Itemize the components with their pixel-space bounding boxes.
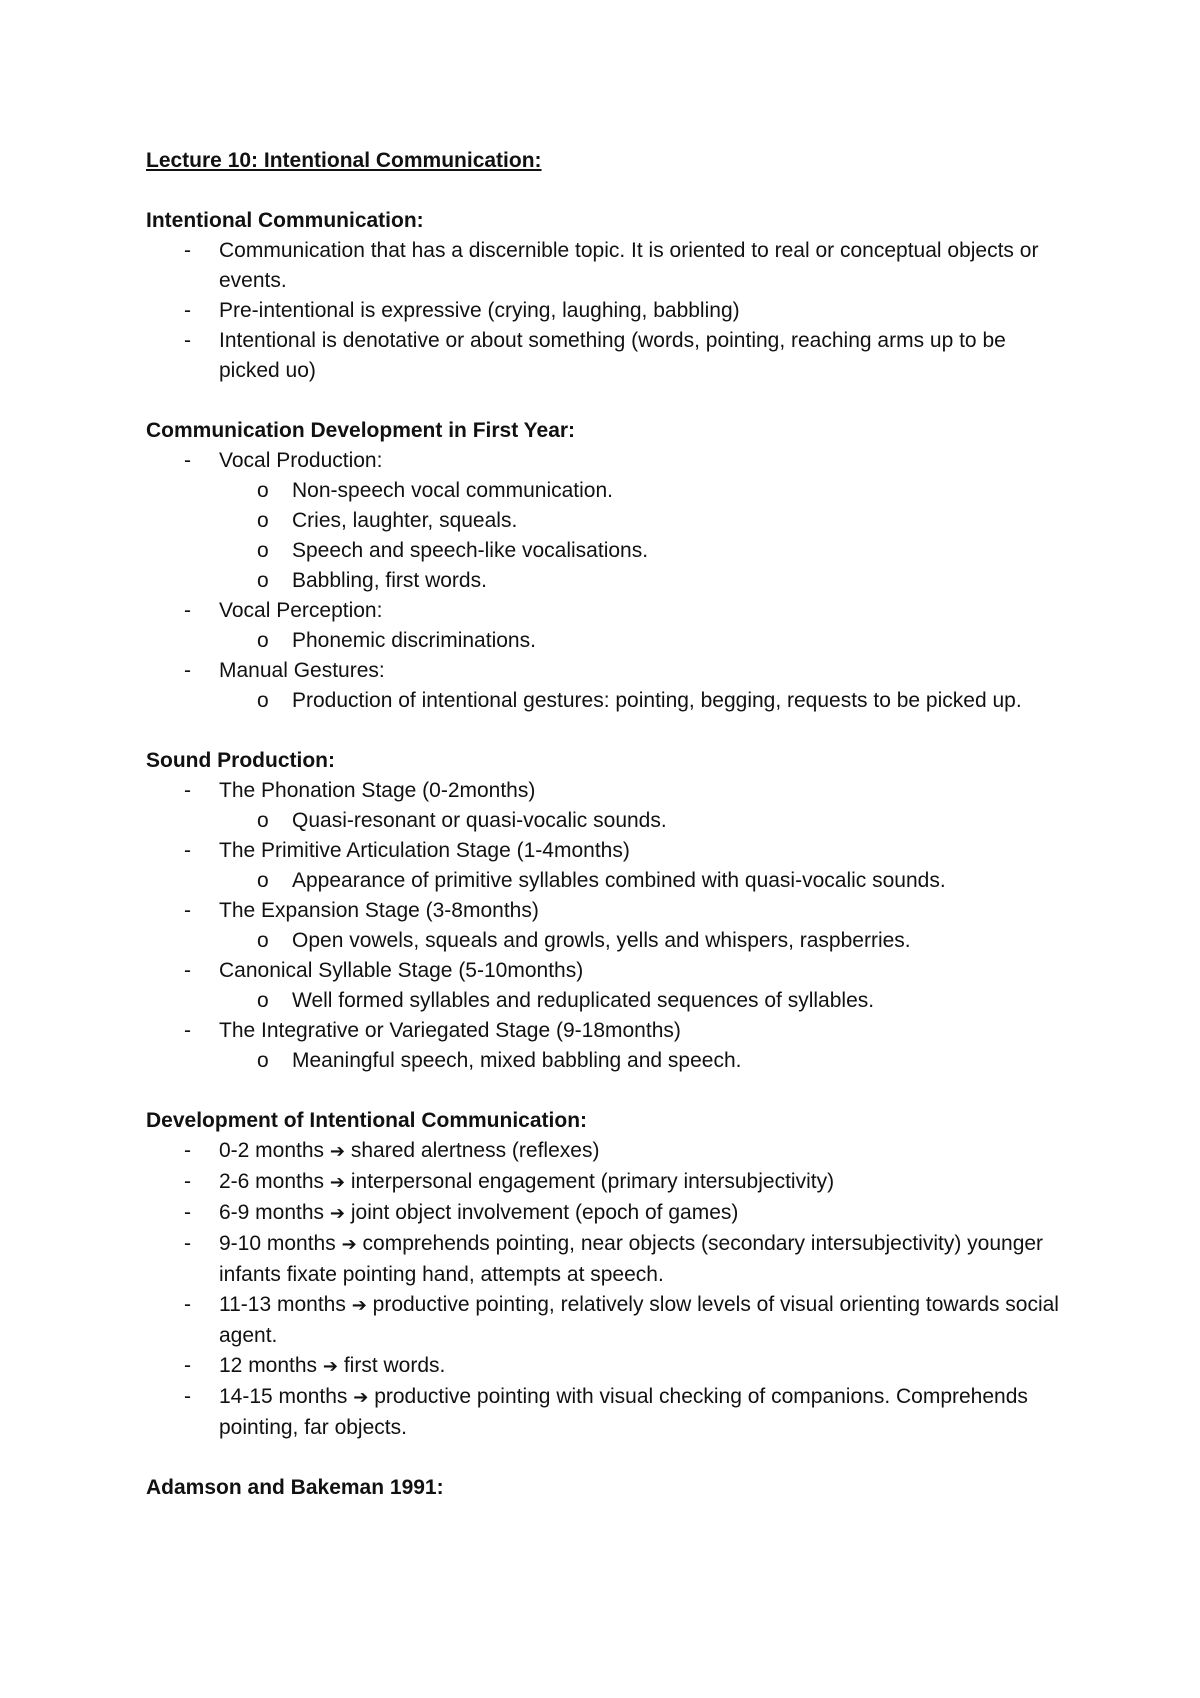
- sub-list-item: [219, 566, 1066, 596]
- age-label: 9-10 months: [219, 1232, 336, 1255]
- list-item: [146, 596, 1066, 656]
- bullet-list: [146, 446, 1066, 716]
- list-item: [146, 296, 1066, 326]
- circle-bullet-icon: o: [257, 509, 269, 532]
- age-label: 11-13 months: [219, 1293, 346, 1316]
- dash-bullet-icon: -: [184, 1354, 191, 1377]
- list-item: [146, 896, 1066, 956]
- bullet-list: [146, 776, 1066, 1076]
- dash-bullet-icon: -: [184, 1385, 191, 1408]
- list-item: [146, 1167, 1066, 1198]
- section-heading: Sound Production:: [146, 749, 335, 772]
- list-item-text: Pre-intentional is expressive (crying, laughing, babbling): [219, 299, 740, 322]
- dash-bullet-icon: -: [184, 779, 191, 802]
- list-item: [146, 1229, 1066, 1290]
- dash-bullet-icon: -: [184, 599, 191, 622]
- list-item-text: The Phonation Stage (0-2months): [219, 779, 536, 802]
- sub-bullet-list: [219, 866, 1066, 896]
- dash-bullet-icon: -: [184, 1232, 191, 1255]
- dash-bullet-icon: -: [184, 1201, 191, 1224]
- dash-bullet-icon: -: [184, 449, 191, 472]
- list-item-text: Canonical Syllable Stage (5-10months): [219, 959, 584, 982]
- list-item-text: shared alertness (reflexes): [350, 1139, 600, 1162]
- sub-list-item: [219, 536, 1066, 566]
- sub-list-item-text: Meaningful speech, mixed babbling and speech.: [292, 1049, 742, 1072]
- circle-bullet-icon: o: [257, 479, 269, 502]
- section-heading: Communication Development in First Year:: [146, 419, 576, 442]
- sub-list-item: [219, 506, 1066, 536]
- list-item: [146, 956, 1066, 1016]
- sub-list-item-text: Open vowels, squeals and growls, yells and whispers, raspberries.: [292, 929, 911, 952]
- sub-bullet-list: [219, 626, 1066, 656]
- sub-bullet-list: [219, 986, 1066, 1016]
- sub-list-item-text: Non-speech vocal communication.: [292, 479, 613, 502]
- right-arrow-icon: ➔: [351, 1295, 367, 1316]
- dash-bullet-icon: -: [184, 299, 191, 322]
- circle-bullet-icon: o: [257, 929, 269, 952]
- sub-list-item-text: Babbling, first words.: [292, 569, 487, 592]
- sub-list-item: [219, 806, 1066, 836]
- list-item-text: Manual Gestures:: [219, 659, 385, 682]
- section-sound-production: [146, 746, 1066, 1076]
- list-item-text: productive pointing, relatively slow levels of visual orienting towards social agent.: [219, 1293, 1059, 1347]
- sub-list-item: [219, 926, 1066, 956]
- section-heading: Adamson and Bakeman 1991:: [146, 1476, 444, 1499]
- sub-list-item: [219, 626, 1066, 656]
- circle-bullet-icon: o: [257, 689, 269, 712]
- sub-list-item-text: Well formed syllables and reduplicated sequences of syllables.: [292, 989, 875, 1012]
- circle-bullet-icon: o: [257, 539, 269, 562]
- right-arrow-icon: ➔: [322, 1356, 338, 1377]
- dash-bullet-icon: -: [184, 1293, 191, 1316]
- section-heading: Development of Intentional Communication:: [146, 1109, 588, 1132]
- list-item: [146, 236, 1066, 296]
- section-heading: Intentional Communication:: [146, 209, 424, 232]
- list-item-text: comprehends pointing, near objects (secondary intersubjectivity) younger infants fixate pointing hand, attempts at speech.: [219, 1232, 1044, 1286]
- age-label: 0-2 months: [219, 1139, 325, 1162]
- section-intentional-communication: [146, 206, 1066, 386]
- section-development-intentional-communication: [146, 1106, 1066, 1443]
- section-adamson-bakeman: [146, 1473, 1066, 1503]
- age-label: 6-9 months: [219, 1201, 325, 1224]
- list-item: [146, 1290, 1066, 1351]
- circle-bullet-icon: o: [257, 629, 269, 652]
- dash-bullet-icon: -: [184, 659, 191, 682]
- dash-bullet-icon: -: [184, 1019, 191, 1042]
- right-arrow-icon: ➔: [353, 1387, 369, 1408]
- list-item-text: Vocal Perception:: [219, 599, 383, 622]
- circle-bullet-icon: o: [257, 989, 269, 1012]
- sub-list-item: [219, 986, 1066, 1016]
- age-label: 2-6 months: [219, 1170, 325, 1193]
- sub-list-item-text: Speech and speech-like vocalisations.: [292, 539, 649, 562]
- list-item: [146, 776, 1066, 836]
- list-item: [146, 1351, 1066, 1382]
- list-item: [146, 446, 1066, 596]
- sub-list-item-text: Production of intentional gestures: pointing, begging, requests to be picked up.: [292, 689, 1022, 712]
- sub-list-item-text: Phonemic discriminations.: [292, 629, 536, 652]
- list-item-text: productive pointing with visual checking of companions. Comprehends pointing, far objects.: [219, 1385, 1028, 1439]
- sub-list-item: [219, 866, 1066, 896]
- right-arrow-icon: ➔: [329, 1203, 345, 1224]
- circle-bullet-icon: o: [257, 809, 269, 832]
- list-item-text: first words.: [343, 1354, 446, 1377]
- age-label: 12 months: [219, 1354, 318, 1377]
- list-item: [146, 836, 1066, 896]
- list-item: [146, 1016, 1066, 1076]
- list-item-text: joint object involvement (epoch of games): [350, 1201, 739, 1224]
- list-item-text: The Integrative or Variegated Stage (9-18months): [219, 1019, 681, 1042]
- sub-bullet-list: [219, 926, 1066, 956]
- sub-list-item-text: Quasi-resonant or quasi-vocalic sounds.: [292, 809, 667, 832]
- list-item-text: The Expansion Stage (3-8months): [219, 899, 539, 922]
- dash-bullet-icon: -: [184, 959, 191, 982]
- sub-list-item-text: Cries, laughter, squeals.: [292, 509, 518, 532]
- age-label: 14-15 months: [219, 1385, 348, 1408]
- list-item: [146, 326, 1066, 386]
- section-communication-development: [146, 416, 1066, 716]
- list-item: [146, 1382, 1066, 1443]
- page-title: Lecture 10: Intentional Communication:: [146, 149, 542, 172]
- sub-bullet-list: [219, 806, 1066, 836]
- list-item-text: Vocal Production:: [219, 449, 383, 472]
- dash-bullet-icon: -: [184, 1139, 191, 1162]
- document-page: [146, 146, 1066, 1533]
- sub-bullet-list: [219, 686, 1066, 716]
- circle-bullet-icon: o: [257, 569, 269, 592]
- list-item: [146, 1136, 1066, 1167]
- right-arrow-icon: ➔: [329, 1172, 345, 1193]
- sub-bullet-list: [219, 1046, 1066, 1076]
- bullet-list: [146, 1136, 1066, 1443]
- right-arrow-icon: ➔: [341, 1234, 357, 1255]
- circle-bullet-icon: o: [257, 1049, 269, 1072]
- list-item-text: interpersonal engagement (primary intersubjectivity): [350, 1170, 835, 1193]
- list-item-text: Communication that has a discernible topic. It is oriented to real or conceptual objects or events.: [219, 239, 1039, 292]
- dash-bullet-icon: -: [184, 239, 191, 262]
- bullet-list: [146, 236, 1066, 386]
- sub-list-item: [219, 686, 1066, 716]
- circle-bullet-icon: o: [257, 869, 269, 892]
- dash-bullet-icon: -: [184, 1170, 191, 1193]
- list-item: [146, 1198, 1066, 1229]
- list-item-text: The Primitive Articulation Stage (1-4months): [219, 839, 630, 862]
- sub-list-item: [219, 1046, 1066, 1076]
- dash-bullet-icon: -: [184, 899, 191, 922]
- dash-bullet-icon: -: [184, 839, 191, 862]
- list-item: [146, 656, 1066, 716]
- list-item-text: Intentional is denotative or about something (words, pointing, reaching arms up to be picked uo): [219, 329, 1006, 382]
- sub-list-item: [219, 476, 1066, 506]
- dash-bullet-icon: -: [184, 329, 191, 352]
- right-arrow-icon: ➔: [329, 1141, 345, 1162]
- sub-bullet-list: [219, 476, 1066, 596]
- sub-list-item-text: Appearance of primitive syllables combined with quasi-vocalic sounds.: [292, 869, 946, 892]
